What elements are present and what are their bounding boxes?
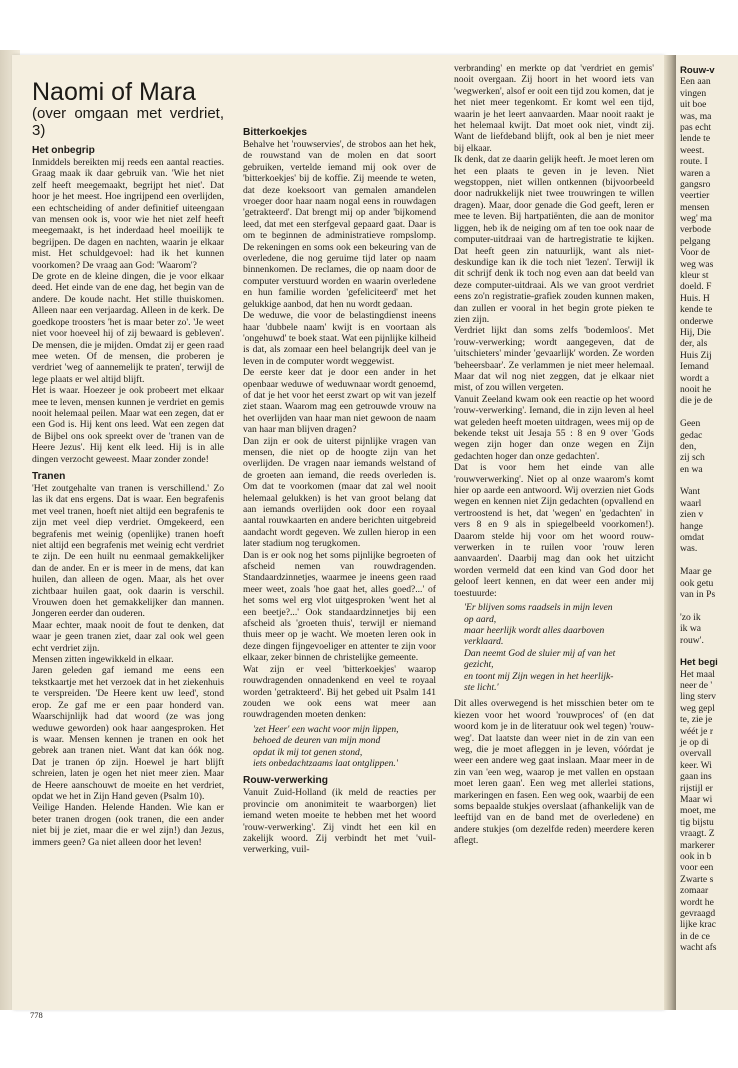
fragment-line: der, als xyxy=(680,338,708,350)
column-2-body xyxy=(243,127,436,856)
fragment-line: markerer xyxy=(680,839,715,851)
paragraph: Dan is er ook nog het soms pijnlijke begroeten of afscheid nemen van rouwdragenden. Standaardzinnetjes, waarmee je ineens geen raad meer weet, zoals 'hoe gaat het, alles goed?...' of het soms wel erg vlot uitgesproken 'went het al een beetje?...' Ook standaardzinnetjes bij een afscheid als 'groeten thuis', terwijl er niemand thuis meer op je wacht. We moeten leren ook in deze dingen fijngevoeliger en attenter te zijn voor elkaar, zeker binnen de christelijke gemeente. xyxy=(243,549,436,664)
paragraph: Jaren geleden gaf iemand me eens een tekstkaartje met het verzoek dat in het ziekenhuis te verspreiden. 'De Heere kent uw leed', stond erop. Ze gaf me er een paar honderd van. Waarschijnlijk had dat woord (ze was jong weduwe geworden) ook haar aangesproken. Het is waar. Mensen kennen je tranen en ook het gebrek aan tranen niet. Want dat kan óók nog. Dat je tranen óp zijn. Hoewel je hart blijft schreien, laten je ogen het niet meer zien. Maar de Heere aanschouwt de moeite en het verdriet, opdat we het in Zijn Hand geven (Psalm 10). xyxy=(32,665,224,802)
verse-line: opdat ik mij tot genen stond, xyxy=(253,746,363,758)
paragraph: Mensen zitten ingewikkeld in elkaar. xyxy=(32,654,174,666)
fragment-line: ook in b xyxy=(680,850,712,862)
verse-quote xyxy=(253,724,436,770)
page-number: 778 xyxy=(30,1010,43,1020)
paragraph: De eerste keer dat je door een ander in het openbaar weduwe of weduwnaar wordt genoemd, of dat je het voor het eerst zwart op wit van jezelf ziet staan. Waarom mag een getrouwde vrouw na het overlijden van haar man niet gewoon de naam van haar man blijven dragen? xyxy=(243,367,436,436)
binding-gutter xyxy=(664,55,676,1010)
fragment-line: was, ma xyxy=(680,110,712,122)
paragraph: Dat is voor hem het einde van alle 'rouwverwerking'. Niet op al onze waarom's komt hier op aarde een antwoord. Wij overzien niet Gods wegen en kennen niet Zijn gedachten (opvallend en vertroostend is het, dat 'wegen' en 'gedachten' in vers 8 en 9 als in spiegelbeeld voorkomen!). Daarom stelde hij voor om het woord rouw-verwerken in te ruilen voor 'rouw leren aanvaarden'. Daarbij mag dan ook het uitzicht worden vermeld dat een kind van God door het geloof leert kennen, en dat weer een ander mij toestuurde: xyxy=(454,462,654,599)
verse-line: 'Er blijven soms raadsels in mijn leven xyxy=(464,602,613,614)
section-heading: Het onbegrip xyxy=(32,145,95,156)
fragment-line: uit boe xyxy=(680,99,707,111)
fragment-line: moet, me xyxy=(680,805,716,817)
paragraph: Het is waar. Hoezeer je ook probeert met elkaar mee te leven, mensen kunnen je verdriet en gemis nooit helemaal peilen. Maar wat een zegen, dat er een God is. Hij kent ons leed. Wat een zegen dat de Bijbel ons ook spreekt over de 'tranen van de Heere Jezus'. Hij kent elk leed. Hij is in alle dingen verzocht geweest. Maar zonder zonde! xyxy=(32,385,224,465)
verse-line: Dan neemt God de sluier mij af van het xyxy=(464,647,616,659)
fragment-line: weg was xyxy=(680,258,714,270)
paragraph: Verdriet lijkt dan soms zelfs 'bodemloos'. Met 'rouw-verwerking; wordt aangegeven, dat de 'uitschieters' minder 'gevaarlijk' worden. Ze worden 'beheersbaar'. Ze verlammen je niet meer helemaal. Maar dat wil nog niet zeggen, dat je elkaar niet mist, of zou willen vergeten. xyxy=(454,325,654,394)
verse-quote xyxy=(464,602,654,693)
paragraph: Dan zijn er ook de uiterst pijnlijke vragen van mensen, die niet op de hoogte zijn van het overlijden. De vragen naar iemands welstand of de groeten aan iemand, die reeds overleden is. Om dat te voorkomen (maar dat zal wel nooit helemaal gelukken) is het van groot belang dat aan iemands overlijden ook door een royaal aantal rouwkaarten en andere berichten uitgebreid aandacht wordt gegeven. We zullen hierop in een later stadium nog terugkomen. xyxy=(243,435,436,550)
column-3 xyxy=(454,63,654,963)
section-heading: Bitterkoekjes xyxy=(243,127,307,138)
paragraph: Vanuit Zeeland kwam ook een reactie op het woord 'rouw-verwerking'. Iemand, die in zijn leven al heel wat geleden heeft moeten uitdragen, wees mij op de bekende tekst uit Jesaja 55 : 8 en 9 over 'Gods wegen zijn hoger dan onze wegen en Zijn gedachten hoger dan onze gedachten'. xyxy=(454,393,654,462)
fragment-line: Het begi xyxy=(680,657,718,669)
fragment-line: kleur st xyxy=(680,270,709,282)
fragment-line: Rouw-v xyxy=(680,65,715,76)
fragment-line: Maar wi xyxy=(680,794,713,805)
column-2 xyxy=(243,121,436,1021)
fragment-line: wordt a xyxy=(680,372,710,384)
fragment-line: mensen xyxy=(680,201,710,213)
verse-line: maar heerlijk wordt alles daarboven xyxy=(464,624,605,636)
fragment-line: lende te xyxy=(680,133,711,145)
paragraph: Veilige Handen. Helende Handen. Wie kan er beter tranen drogen (ook tranen, die een ander niet bij je ziet, maar die er wel zijn!) dan Jezus, immers geen? Ga niet alleen door het leven! xyxy=(32,802,224,848)
fragment-line: je op di xyxy=(680,737,709,749)
paragraph: Wat zijn er veel 'bitterkoekjes' waarop rouwdragenden onnadenkend en veel te royaal worden 'getrakteerd'. Bij het gebed uit Psalm 141 zouden we ook eens wat meer aan rouwdragenden moeten denken: xyxy=(243,663,436,721)
left-page xyxy=(12,55,664,1020)
right-page-fragment xyxy=(676,55,738,1010)
fragment-line: te, zie je xyxy=(680,714,713,726)
fragment-line: den, xyxy=(680,440,697,452)
fragment-line: Geen xyxy=(680,418,701,430)
fragment-line: omdat xyxy=(680,532,704,544)
fragment-line: Huis Zij xyxy=(680,349,712,361)
verse-line: en toont mij Zijn wegen in het heerlijk- xyxy=(464,670,614,682)
fragment-line: wacht afs xyxy=(680,942,717,954)
fragment-line: route. I xyxy=(680,156,708,168)
paragraph: 'Het zoutgehalte van tranen is verschillend.' Zo las ik dat ens ergens. Dat is waar. Een begrafenis met veel tranen, hoeft niet altijd een begrafenis te zijn met veel diep verdriet. Omgekeerd, een begrafenis met weinig (openlijke) tranen hoeft niet altijd een begrafenis met weinig echt verdriet te zijn. De een huilt nu eenmaal gemakkelijker dan de ander. En er is meer in de mens, dat kan huilen, dan alleen de ogen. Maar, als het over zichtbaar huilen gaat, ook daarin is verschil. Vrouwen doen het gemakkelijker dan mannen. Jongeren eerder dan ouderen. xyxy=(32,482,224,620)
paragraph: Ik denk, dat ze daarin gelijk heeft. Je moet leren om het een plaats te geven in je leven. Niet wegstoppen, niet willen ontkennen (bijvoorbeeld door nadrukkelijk niet twee trouwringen te willen dragen). Maar, door genade die God geeft, leren er mee te leven. Bij hartpatiënten, die aan de monitor liggen, heb ik de neiging om af ten toe ook naar de computer-uitdraai van de hartregistratie te kijken. Dat heeft geen zin natuurlijk, want als niet-deskundige kan ik die toch niet 'lezen'. Terwijl ik dit schrijf denk ik toch nog even aan dat beeld van deze computer-uitdraai. Als we van groot verdriet eens zo'n registratie-grafiek zouden kunnen maken, dan zullen er vooral in het begin grote pieken te zien zijn. xyxy=(454,154,654,325)
fragment-line: kende te xyxy=(680,304,713,316)
next-page-text xyxy=(680,65,738,953)
verse-line: behoed de deuren van mijn mond xyxy=(253,735,381,747)
fragment-line: wéét je r xyxy=(680,725,714,737)
verse-line: iets onbedachtzaams laat ontglippen.' xyxy=(253,757,398,769)
paragraph: De weduwe, die voor de belastingdienst ineens haar 'dubbele naam' kwijt is en voortaan als 'ongehuwd' te boek staat. Wat een pijnlijke kilheid is dat, als zomaar een heel belangrijk deel van je leven in de computer wordt weggewist. xyxy=(243,310,436,367)
fragment-line: rijstijl er xyxy=(680,782,713,794)
fragment-line: pelgang xyxy=(680,235,711,247)
fragment-line: onderwe xyxy=(680,315,714,327)
article-title: Naomi of Mara xyxy=(32,79,196,106)
paragraph: Dit alles overwegend is het misschien beter om te kiezen voor het woord 'rouwproces' of (en dat woord kom je in de literatuur ook wel tegen) 'rouw-weg'. Dat laatste dan weer niet in de zin van een weg, die je moet afleggen in je leven, vóórdat je weer een andere weg gaat inslaan. Maar meer in de zin van 'een weg, waarop je met vallen en opstaan moet leren gaan'. Een weg met allerlei stations, markeringen en fasen. Een weg ook, waarbij de een soms bepaalde stukjes overslaat (afhankelijk van de leeftijd van en de band met de overledene) en andere stukjes (om dezelfde reden) meerdere keren aflegt. xyxy=(454,698,654,847)
fragment-line: tig bijstu xyxy=(680,816,714,828)
column-3-body xyxy=(454,63,654,847)
fragment-line: neer de ' xyxy=(680,680,713,692)
verse-line: gezicht, xyxy=(464,659,494,671)
fragment-line: van in Ps xyxy=(680,588,716,600)
section-heading: Rouw-verwerking xyxy=(243,775,328,787)
section-heading: Tranen xyxy=(32,470,66,482)
fragment-line: Huis. H xyxy=(680,292,710,304)
fragment-line: zij sch xyxy=(680,452,705,464)
fragment-line: zomaar xyxy=(680,885,709,897)
fragment-line: gangsro xyxy=(680,178,711,190)
fragment-line: Zwarte s xyxy=(680,873,714,885)
fragment-line: in de ce xyxy=(680,930,710,942)
fragment-line: 'zo ik xyxy=(680,611,701,623)
paragraph: Vanuit Zuid-Holland (ik meld de reacties per provincie om anonimiteit te waarborgen) liet iemand weten moeite te hebben met het woord 'rouw-verwerking'. Zij vindt het een kil en zakelijk woord. Zij verbindt het met 'vuil-verwerking, vuil- xyxy=(243,787,436,856)
paragraph: verbranding' en merkte op dat 'verdriet en gemis' nooit overgaan. Zij hoort in het woord iets van 'wegwerken', alsof er ooit een tijd zou komen, dat je het niet meer tegenkomt. Er komt wel een tijd, waarin je het leert aanvaarden. Maar nooit raakt je het helemaal kwijt. Dat moet ook niet, vindt zij. Want de liefdeband blijft, ook al ben je niet meer bij elkaar. xyxy=(454,63,654,154)
fragment-line: Want xyxy=(680,486,701,498)
fragment-line: zien v xyxy=(680,509,704,521)
fragment-line: doeld. F xyxy=(680,281,712,293)
fragment-line: en wa xyxy=(680,463,703,475)
fragment-line: Een aan xyxy=(680,76,711,88)
fragment-line: wordt he xyxy=(680,896,714,908)
article-subtitle: (over omgaan met verdriet, 3) xyxy=(32,105,224,139)
fragment-line: weg gepl xyxy=(680,702,715,714)
fragment-line: nooit he xyxy=(680,383,712,395)
fragment-line: veertier xyxy=(680,190,710,202)
verse-line: verklaard. xyxy=(464,636,504,648)
paragraph: Inmiddels bereikten mij reeds een aantal reacties. Graag maak ik daar gebruik van. 'Wie het niet zelf heeft meegemaakt, begrijpt het niet'. Dat hoor je het meest. Hoe ingrijpend een overlijden, een echtscheiding of ander definitief uiteengaan van mensen ook is, voor wie het niet zelf heeft meegemaakt, is het inderdaad heel moeilijk te begrijpen. De dagen en nachten, waarin je elkaar mist. Het schuldgevoel: had ik het kunnen voorkomen? De vraag aan God: 'Waarom'? xyxy=(32,157,224,271)
verse-line: op aard, xyxy=(464,613,497,625)
fragment-line: keer. Wi xyxy=(680,759,712,771)
fragment-line xyxy=(680,646,738,657)
fragment-line: lijke krac xyxy=(680,919,716,931)
fragment-line: Voor de xyxy=(680,247,710,259)
fragment-line: hange xyxy=(680,520,703,532)
fragment-line xyxy=(680,555,738,566)
fragment-line: gedac xyxy=(680,429,703,441)
fragment-line: gevraagd xyxy=(680,907,716,919)
fragment-line: ling sterv xyxy=(680,691,716,703)
paragraph: Behalve het 'rouwservies', de strobos aan het hek, de rouwstand van de molen en dat soort gebruiken, vertelde iemand mij ook over de 'bitterkoekjes' bij de koffie. Zij meende te weten, dat deze koeksoort van gemalen amandelen vroeger door haar naam nogal eens in rouwdagen 'getrakteerd'. Dat brengt mij op ander 'bijkomend leed, dat met een sterfgeval gepaard gaat. Daar is om te beginnen de administratieve rompslomp. De rekeningen en soms ook een bekeuring van de overledene, die nog geruime tijd later op naam binnenkomen. De reclames, die op naam door de computer verstuurd worden en waarin overledene en hun familie worden 'gefeliciteerd' met het gelukkige aanbod, dat hen nu wordt gedaan. xyxy=(243,139,436,310)
fragment-line xyxy=(680,407,738,418)
fragment-line: vraagt. Z xyxy=(680,828,715,840)
fragment-line: vingen xyxy=(680,87,707,99)
verse-line: 'zet Heer' een wacht voor mijn lippen, xyxy=(253,723,399,735)
fragment-line: voor een xyxy=(680,862,714,874)
fragment-line: ook getu xyxy=(680,577,714,589)
fragment-line: Het maal xyxy=(680,668,715,680)
fragment-line: gaan ins xyxy=(680,771,712,783)
fragment-line: Iemand xyxy=(680,361,709,373)
fragment-line: Maar ge xyxy=(680,566,712,578)
fragment-line: waarl xyxy=(680,497,702,509)
fragment-line: overvall xyxy=(680,748,712,760)
fragment-line: Hij, Die xyxy=(680,326,711,338)
fragment-line: die je de xyxy=(680,395,713,407)
column-1 xyxy=(32,79,224,979)
fragment-line: pas echt xyxy=(680,121,712,133)
fragment-line: rouw'. xyxy=(680,634,704,646)
paragraph: De grote en de kleine dingen, die je voor elkaar deed. Het einde van de ene dag, het begin van de andere. De koude nacht. Het stille thuiskomen. Alleen naar een verjaardag. Alleen in de kerk. De goedkope troosters 'het is maar beter zo'. 'Je weet niet voor hoeveel hij of zij bewaard is gebleven'. De mensen, die je mijden. Omdat zij er geen raad mee weten. Of de mensen, die proberen je verdriet 'weg of aannemelijk te praten', terwijl de lege plaats er wel altijd blijft. xyxy=(32,271,224,385)
fragment-line: ik wa xyxy=(680,623,702,635)
verse-line: ste licht.' xyxy=(464,681,499,693)
fragment-line: was. xyxy=(680,543,698,555)
fragment-line: waren a xyxy=(680,167,711,179)
fragment-line: weg' ma xyxy=(680,213,712,225)
paragraph: Maar echter, maak nooit de fout te denken, dat waar je geen tranen ziet, daar zal ook wel geen echt verdriet zijn. xyxy=(32,619,224,654)
fragment-line: weest. xyxy=(680,144,705,156)
fragment-line: verbode xyxy=(680,224,711,236)
fragment-line xyxy=(680,600,738,611)
column-1-body xyxy=(32,145,224,848)
fragment-line xyxy=(680,475,738,486)
